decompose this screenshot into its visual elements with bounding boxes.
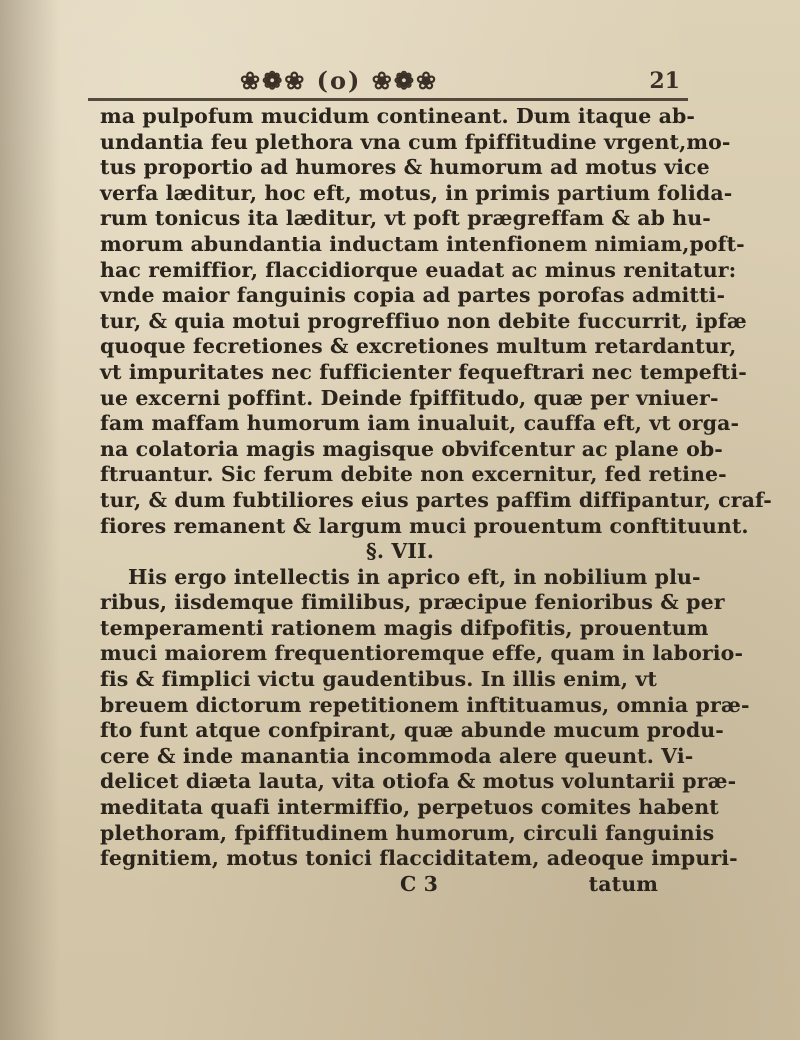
text-line: tur, & quia motui progreffiuo non debite fuccurrit, ipfæ — [100, 308, 747, 333]
section-heading: §. VII. — [366, 539, 434, 564]
page-footer — [100, 872, 700, 898]
text-line: na colatoria magis magisque obvifcentur ac plane ob- — [100, 436, 723, 461]
text-line: His ergo intellectis in aprico eft, in nobilium plu- — [128, 564, 701, 589]
text-line: delicet diæta lauta, vita otiofa & motus voluntarii præ- — [100, 769, 737, 794]
header-rule — [88, 98, 688, 101]
text-line: rum tonicus ita læditur, vt poft prægreffam & ab hu- — [100, 206, 711, 231]
text-line: tur, & dum fubtiliores eius partes paffim diffipantur, craf- — [100, 487, 772, 512]
page-header — [240, 60, 680, 94]
text-line: fis & fimplici victu gaudentibus. In illis enim, vt — [100, 667, 657, 692]
body-text — [100, 104, 772, 897]
signature-mark: C 3 — [400, 871, 439, 896]
text-line: ue excerni poffint. Deinde fpiffitudo, quæ per vniuer- — [100, 385, 719, 410]
text-line: morum abundantia inductam intenfionem nimiam,poft- — [100, 231, 745, 256]
text-line: ma pulpofum mucidum contineant. Dum itaque ab- — [100, 104, 696, 128]
text-line: ribus, iisdemque fimilibus, præcipue fenioribus & per — [100, 590, 725, 615]
catchword: tatum — [588, 871, 658, 896]
gutter-shadow — [0, 0, 60, 1040]
text-line: vnde maior fanguinis copia ad partes porofas admitti- — [100, 283, 726, 308]
text-line: fto funt atque confpirant, quæ abunde mucum produ- — [100, 718, 724, 743]
text-line: meditata quafi intermiffio, perpetuos comites habent — [100, 795, 719, 820]
text-line: temperamenti rationem magis difpofitis, prouentum — [100, 615, 709, 640]
text-line: ftruantur. Sic ferum debite non excernitur, fed retine- — [100, 462, 727, 487]
text-line: cere & inde manantia incommoda alere queunt. Vi- — [100, 743, 694, 768]
text-line: plethoram, fpiffitudinem humorum, circuli fanguinis — [100, 820, 715, 845]
header-ornament: ❀❁❀ (o) ❀❁❀ — [240, 66, 439, 95]
text-line: undantia feu plethora vna cum fpiffitudine vrgent,mo- — [100, 129, 731, 154]
text-line: hac remiffior, flaccidiorque euadat ac minus renitatur: — [100, 257, 737, 282]
page-number: 21 — [649, 68, 680, 94]
text-line: vt impuritates nec fufficienter fequeftrari nec tempefti- — [100, 359, 747, 384]
text-line: verfa læditur, hoc eft, motus, in primis partium folida- — [100, 180, 733, 205]
text-line: breuem dictorum repetitionem inftituamus, omnia præ- — [100, 692, 750, 717]
text-line: quoque fecretiones & excretiones multum retardantur, — [100, 334, 737, 359]
text-line: tus proportio ad humores & humorum ad motus vice — [100, 155, 710, 180]
text-line: fam maffam humorum iam inualuit, cauffa eft, vt orga- — [100, 411, 740, 436]
text-line: muci maiorem frequentioremque effe, quam in laborio- — [100, 641, 744, 666]
text-line: fegnitiem, motus tonici flacciditatem, adeoque impuri- — [100, 846, 738, 871]
text-line: fiores remanent & largum muci prouentum conftituunt. — [100, 513, 749, 538]
